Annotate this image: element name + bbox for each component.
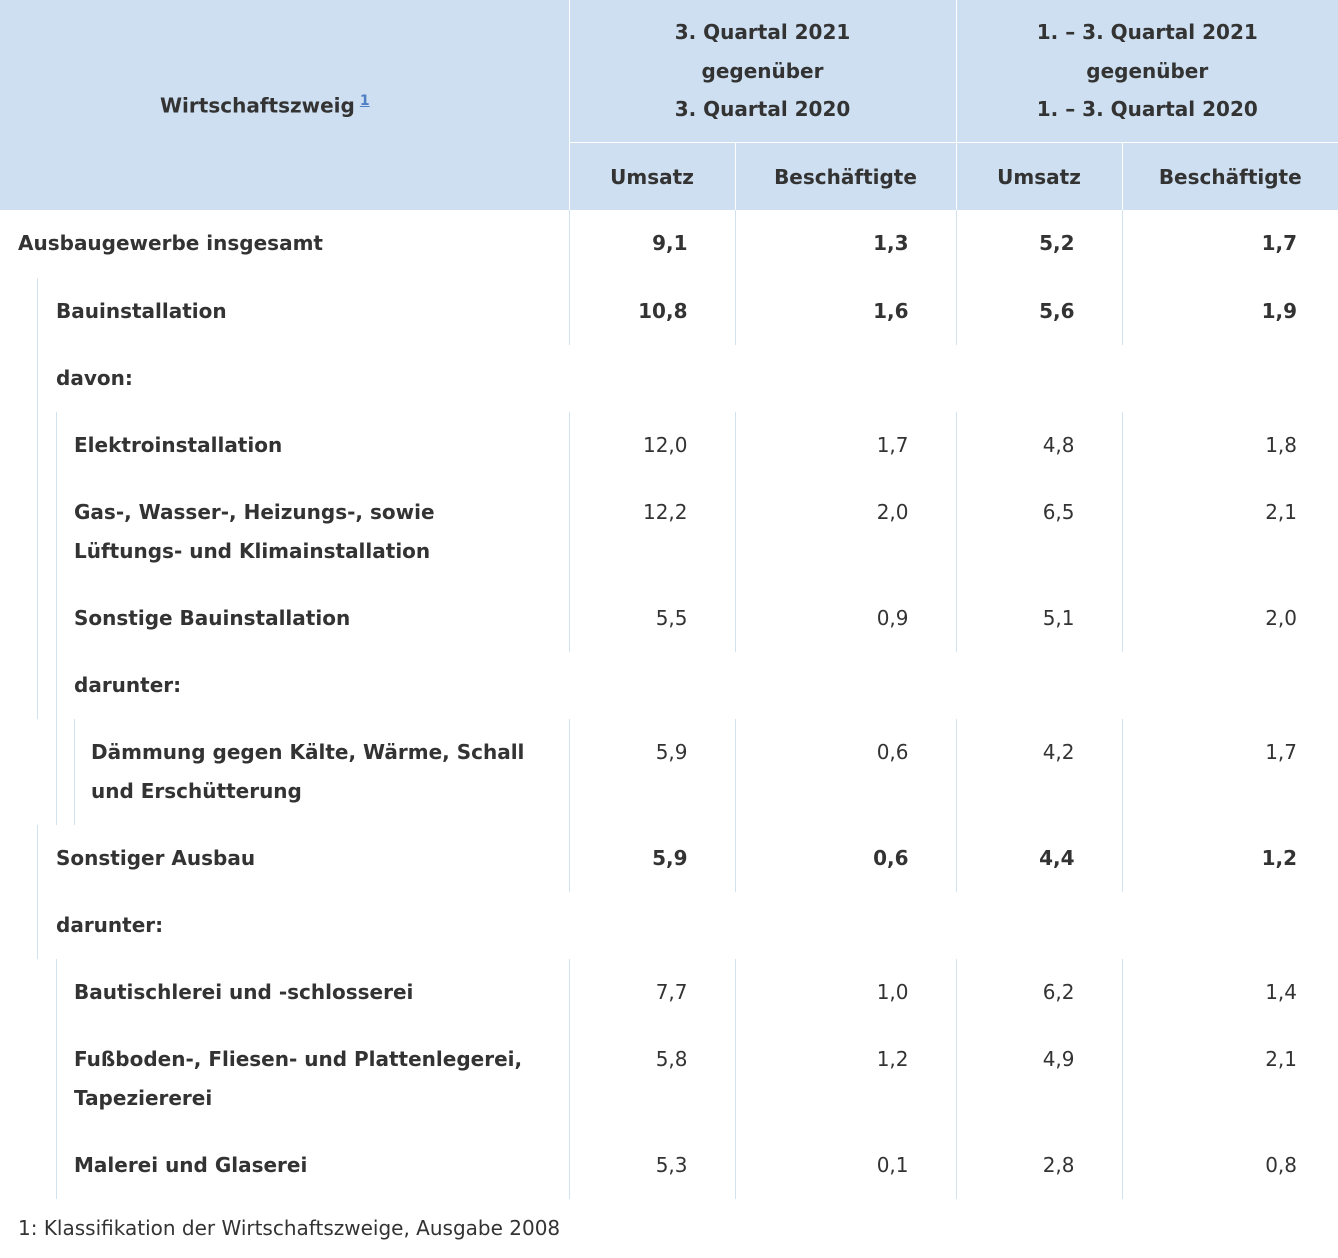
beschaeftigte-q1-q3-cell: 1,2	[1122, 825, 1338, 892]
header-period-q1-q3	[956, 0, 1338, 143]
footnote: 1: Klassifikation der Wirtschaftszweige, Ausgabe 2008	[18, 1216, 561, 1240]
beschaeftigte-q1-q3-cell: 1,8	[1122, 412, 1338, 479]
table-row	[0, 959, 1338, 1026]
row-label	[0, 585, 569, 652]
indent-guide	[37, 892, 38, 959]
indent-guide	[56, 412, 57, 479]
table-row	[0, 892, 1338, 959]
beschaeftigte-q3-cell: 0,9	[735, 585, 956, 652]
indent-guide	[74, 719, 75, 825]
umsatz-q3-cell: 12,0	[569, 412, 735, 479]
row-label	[0, 345, 569, 412]
row-label-text: Dämmung gegen Kälte, Wärme, Schall und Erschütterung	[91, 740, 525, 803]
header-period-q3-line3: 3. Quartal 2020	[674, 97, 851, 122]
beschaeftigte-q1-q3-cell: 1,4	[1122, 959, 1338, 1026]
indent-guide	[37, 652, 38, 719]
table-row	[0, 1132, 1338, 1199]
header-period-q3-line2: gegenüber	[701, 58, 824, 83]
table-row	[0, 825, 1338, 892]
header-beschaeftigte-q1-q3: Beschäftigte	[1122, 143, 1338, 211]
header-sector	[0, 0, 569, 210]
umsatz-q1-q3-cell: 4,4	[956, 825, 1122, 892]
beschaeftigte-q3-cell: 1,7	[735, 412, 956, 479]
indent-guide	[37, 412, 38, 479]
table-row	[0, 479, 1338, 585]
table-row	[0, 412, 1338, 479]
beschaeftigte-q3-cell: 1,2	[735, 1026, 956, 1132]
table-header	[0, 0, 1338, 210]
row-label-text: Bautischlerei und -schlosserei	[74, 980, 414, 1004]
header-period-q1-q3-line2: gegenüber	[1086, 58, 1209, 83]
beschaeftigte-q1-q3-cell: 1,9	[1122, 278, 1338, 345]
umsatz-q1-q3-cell: 4,8	[956, 412, 1122, 479]
row-label-text: darunter:	[56, 913, 164, 937]
beschaeftigte-q1-q3-cell: 2,0	[1122, 585, 1338, 652]
beschaeftigte-q3-cell	[735, 345, 956, 412]
umsatz-q1-q3-cell: 4,9	[956, 1026, 1122, 1132]
umsatz-q3-cell: 9,1	[569, 210, 735, 278]
row-label-text: Malerei und Glaserei	[74, 1153, 308, 1177]
table-row	[0, 345, 1338, 412]
beschaeftigte-q1-q3-cell: 0,8	[1122, 1132, 1338, 1199]
row-label-text: Ausbaugewerbe insgesamt	[18, 231, 323, 255]
umsatz-q1-q3-cell: 6,5	[956, 479, 1122, 585]
umsatz-q3-cell: 5,9	[569, 825, 735, 892]
row-label-text: darunter:	[74, 673, 182, 697]
beschaeftigte-q3-cell: 2,0	[735, 479, 956, 585]
row-label	[0, 1132, 569, 1199]
header-period-q1-q3-line3: 1. – 3. Quartal 2020	[1036, 97, 1258, 122]
beschaeftigte-q3-cell	[735, 892, 956, 959]
beschaeftigte-q1-q3-cell: 1,7	[1122, 210, 1338, 278]
row-label	[0, 210, 569, 278]
umsatz-q1-q3-cell	[956, 345, 1122, 412]
beschaeftigte-q1-q3-cell: 2,1	[1122, 479, 1338, 585]
umsatz-q1-q3-cell: 5,1	[956, 585, 1122, 652]
umsatz-q1-q3-cell: 5,2	[956, 210, 1122, 278]
header-sector-label: Wirtschaftszweig	[160, 93, 355, 118]
indent-guide	[56, 1132, 57, 1199]
row-label	[0, 719, 569, 825]
umsatz-q3-cell: 5,9	[569, 719, 735, 825]
row-label	[0, 1026, 569, 1132]
row-label	[0, 652, 569, 719]
umsatz-q1-q3-cell: 6,2	[956, 959, 1122, 1026]
indent-guide	[56, 479, 57, 585]
row-label	[0, 412, 569, 479]
indent-guide	[56, 652, 57, 719]
indent-guide	[56, 585, 57, 652]
beschaeftigte-q3-cell: 0,6	[735, 825, 956, 892]
beschaeftigte-q1-q3-cell	[1122, 345, 1338, 412]
indent-guide	[56, 959, 57, 1026]
umsatz-q3-cell: 12,2	[569, 479, 735, 585]
umsatz-q3-cell: 5,5	[569, 585, 735, 652]
beschaeftigte-q3-cell: 1,6	[735, 278, 956, 345]
beschaeftigte-q1-q3-cell: 1,7	[1122, 719, 1338, 825]
beschaeftigte-q1-q3-cell	[1122, 892, 1338, 959]
row-label	[0, 278, 569, 345]
row-label-text: Sonstiger Ausbau	[56, 846, 256, 870]
row-label	[0, 959, 569, 1026]
row-label-text: Sonstige Bauinstallation	[74, 606, 351, 630]
footnote-link[interactable]: 1	[359, 92, 370, 109]
beschaeftigte-q3-cell: 1,0	[735, 959, 956, 1026]
header-period-q3	[569, 0, 956, 143]
umsatz-q3-cell	[569, 345, 735, 412]
beschaeftigte-q3-cell: 0,6	[735, 719, 956, 825]
umsatz-q1-q3-cell: 2,8	[956, 1132, 1122, 1199]
beschaeftigte-q1-q3-cell	[1122, 652, 1338, 719]
indent-guide	[37, 479, 38, 585]
indent-guide	[37, 345, 38, 412]
row-label	[0, 825, 569, 892]
beschaeftigte-q3-cell: 0,1	[735, 1132, 956, 1199]
indent-guide	[56, 719, 57, 825]
row-label-text: Fußboden-, Fliesen- und Plattenlegerei, Tapeziererei	[74, 1047, 523, 1110]
indent-guide	[56, 1026, 57, 1132]
beschaeftigte-q3-cell	[735, 652, 956, 719]
table-row	[0, 210, 1338, 278]
table-body	[0, 210, 1338, 1199]
row-label	[0, 479, 569, 585]
table-row	[0, 652, 1338, 719]
header-umsatz-q1-q3: Umsatz	[956, 143, 1122, 211]
header-umsatz-q3: Umsatz	[569, 143, 735, 211]
table-row	[0, 278, 1338, 345]
indent-guide	[37, 585, 38, 652]
row-label-text: Elektroinstallation	[74, 433, 283, 457]
beschaeftigte-q1-q3-cell: 2,1	[1122, 1026, 1338, 1132]
row-label	[0, 892, 569, 959]
umsatz-q3-cell: 5,8	[569, 1026, 735, 1132]
umsatz-q3-cell: 7,7	[569, 959, 735, 1026]
umsatz-q1-q3-cell: 5,6	[956, 278, 1122, 345]
umsatz-q3-cell: 10,8	[569, 278, 735, 345]
umsatz-q3-cell	[569, 652, 735, 719]
header-period-q3-line1: 3. Quartal 2021	[674, 20, 851, 45]
table-row	[0, 585, 1338, 652]
umsatz-q1-q3-cell: 4,2	[956, 719, 1122, 825]
table-row	[0, 1026, 1338, 1132]
row-label-text: Bauinstallation	[56, 299, 227, 323]
beschaeftigte-q3-cell: 1,3	[735, 210, 956, 278]
table-row	[0, 719, 1338, 825]
umsatz-q1-q3-cell	[956, 652, 1122, 719]
umsatz-q1-q3-cell	[956, 892, 1122, 959]
header-period-q1-q3-line1: 1. – 3. Quartal 2021	[1036, 20, 1258, 45]
indent-guide	[37, 825, 38, 892]
indent-guide	[37, 278, 38, 345]
umsatz-q3-cell: 5,3	[569, 1132, 735, 1199]
row-label-text: davon:	[56, 366, 133, 390]
header-beschaeftigte-q3: Beschäftigte	[735, 143, 956, 211]
umsatz-q3-cell	[569, 892, 735, 959]
row-label-text: Gas-, Wasser-, Heizungs-, sowie Lüftungs- und Klimainstallation	[74, 500, 435, 563]
